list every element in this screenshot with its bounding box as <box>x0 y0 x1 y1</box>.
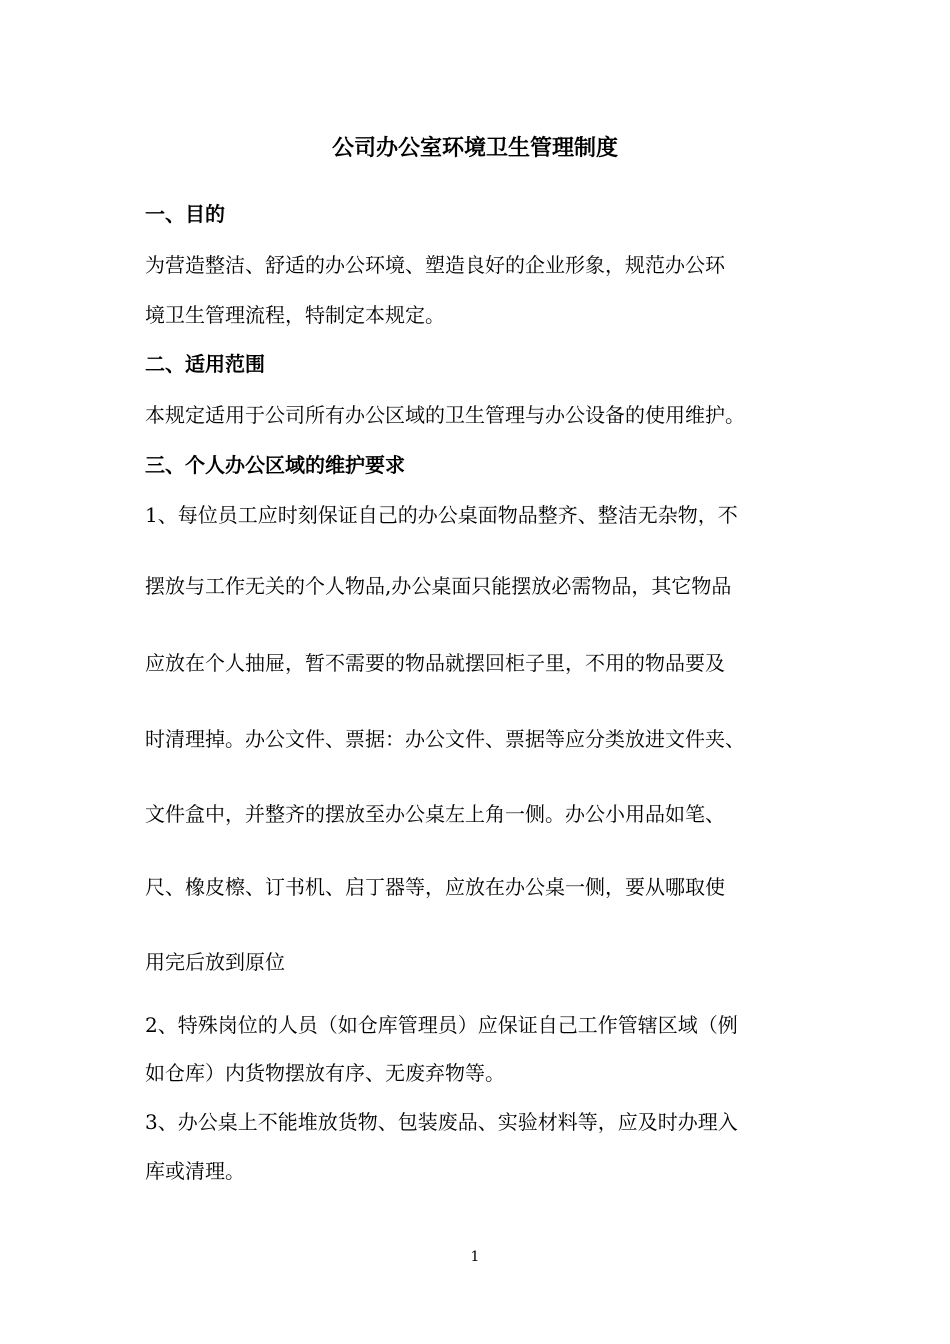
section-heading-purpose: 一、目的 <box>145 202 225 226</box>
section-heading-scope: 二、适用范围 <box>145 352 265 376</box>
item1-line-3: 应放在个人抽屉，暂不需要的物品就摆回柜子里，不用的物品要及 <box>145 651 725 675</box>
item2-line-1: 2、特殊岗位的人员（如仓库管理员）应保证自己工作管辖区域（例 <box>145 1013 738 1037</box>
item1-line-2: 摆放与工作无关的个人物品,办公桌面只能摆放必需物品，其它物品 <box>145 574 732 598</box>
item1-line-1: 1、每位员工应时刻保证自己的办公桌面物品整齐、整洁无杂物，不 <box>145 503 738 527</box>
item1-line-4: 时清理掉。办公文件、票据：办公文件、票据等应分类放进文件夹、 <box>145 727 745 751</box>
item3-line-1: 3、办公桌上不能堆放货物、包装废品、实验材料等，应及时办理入 <box>145 1110 738 1134</box>
item1-line-5: 文件盒中，并整齐的摆放至办公桌左上角一侧。办公小用品如笔、 <box>145 802 725 826</box>
purpose-line-1: 为营造整洁、舒适的办公环境、塑造良好的企业形象，规范办公环 <box>145 253 725 277</box>
page-number: 1 <box>470 1249 480 1265</box>
scope-line-1: 本规定适用于公司所有办公区域的卫生管理与办公设备的使用维护。 <box>145 403 745 427</box>
section-heading-personal-area: 三、个人办公区域的维护要求 <box>145 453 405 477</box>
purpose-line-2: 境卫生管理流程，特制定本规定。 <box>145 303 445 327</box>
item1-line-7: 用完后放到原位 <box>145 950 285 974</box>
item2-line-2: 如仓库）内货物摆放有序、无废弃物等。 <box>145 1061 505 1085</box>
item3-line-2: 库或清理。 <box>145 1159 245 1183</box>
document-title: 公司办公室环境卫生管理制度 <box>331 136 618 161</box>
item1-line-6: 尺、橡皮檫、订书机、启丁器等，应放在办公桌一侧，要从哪取使 <box>145 875 725 899</box>
